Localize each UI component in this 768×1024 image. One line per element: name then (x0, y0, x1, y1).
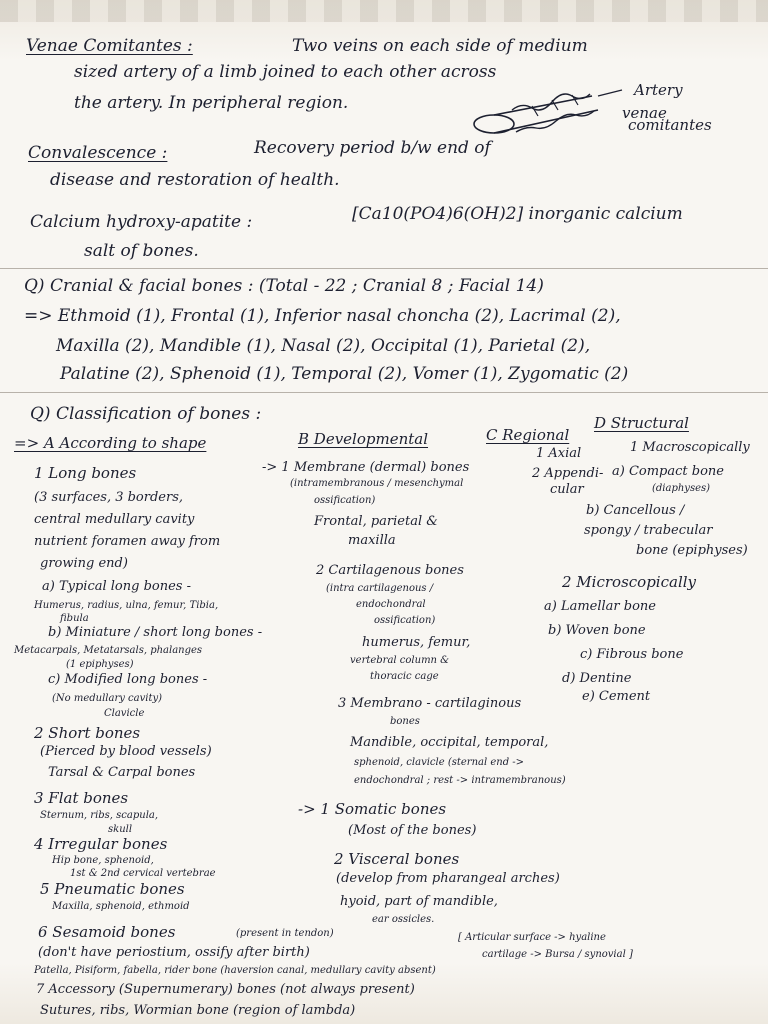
heading-regional: C Regional (486, 426, 570, 444)
page-top-decoration (0, 0, 768, 22)
macroscopically: 1 Macroscopically (630, 440, 750, 455)
cartilagenous-bones-f: thoracic cage (370, 671, 439, 682)
membrane-bones-c: Frontal, parietal & (314, 514, 438, 529)
cranial-facial-line-3: Palatine (2), Sphenoid (1), Temporal (2), Vomer (1), Zygomatic (2) (60, 364, 629, 384)
flat-bones: 3 Flat bones (34, 789, 129, 807)
cranial-facial-line-2: Maxilla (2), Mandible (1), Nasal (2), Occipital (1), Parietal (2), (56, 336, 591, 356)
accessory-bones-a: Sutures, ribs, Wormian bone (region of lambda) (40, 1003, 356, 1018)
clavicle: Clavicle (104, 708, 145, 719)
long-bones-b: central medullary cavity (34, 512, 195, 527)
pneumatic-bones: 5 Pneumatic bones (40, 880, 185, 898)
spongy-trabecular: spongy / trabecular (584, 523, 713, 538)
sesamoid-a: (don't have periostium, ossify after birth) (38, 945, 310, 960)
regional-appendicular: 2 Appendi- (532, 466, 604, 481)
membrane-bones-a: (intramembranous / mesenchymal (290, 478, 464, 489)
cartilagenous-bones-c: ossification) (374, 615, 436, 626)
cranial-facial-question: Q) Cranial & facial bones : (Total - 22 ; Cranial 8 ; Facial 14) (24, 276, 544, 296)
pneumatic-bones-a: Maxilla, sphenoid, ethmoid (52, 901, 190, 912)
diagram-label-artery: Artery (634, 81, 683, 99)
long-bones-a: (3 surfaces, 3 borders, (34, 490, 184, 505)
diagram-label-venae: venae (622, 104, 667, 122)
visceral-bones-b: hyoid, part of mandible, (340, 894, 498, 909)
heading-structural: D Structural (594, 414, 689, 432)
membrano-cartilaginous-c: sphenoid, clavicle (sternal end -> (354, 757, 525, 768)
cartilagenous-bones-d: humerus, femur, (362, 635, 471, 650)
regional-appendicular-cont: cular (550, 482, 584, 497)
accessory-bones: 7 Accessory (Supernumerary) bones (not always present) (36, 982, 415, 997)
cartilagenous-bones-a: (intra cartilagenous / (326, 583, 434, 594)
fibrous-bone: c) Fibrous bone (580, 647, 684, 662)
compact-bone: a) Compact bone (612, 464, 724, 479)
convalescence-line-1: Recovery period b/w end of (254, 138, 491, 158)
short-bones-a: (Pierced by blood vessels) (40, 744, 212, 759)
long-bones: 1 Long bones (34, 464, 137, 482)
microscopically: 2 Microscopically (562, 573, 697, 591)
compact-bone-diaphyses: (diaphyses) (652, 483, 711, 494)
somatic-bones-a: (Most of the bones) (348, 823, 477, 838)
modified-long-bones: c) Modified long bones - (48, 672, 208, 687)
typical-long-bones: a) Typical long bones - (42, 579, 191, 594)
sesamoid-b: Patella, Pisiform, fabella, rider bone (haversion canal, medullary cavity absent) (34, 965, 436, 976)
membrane-bones: -> 1 Membrane (dermal) bones (262, 460, 470, 475)
irregular-bones-a: Hip bone, sphenoid, (52, 855, 154, 866)
short-bones-b: Tarsal & Carpal bones (48, 765, 196, 780)
visceral-bones-c: ear ossicles. (372, 914, 435, 925)
dentine: d) Dentine (562, 671, 632, 686)
articular-surface-b: cartilage -> Bursa / synovial ] (482, 949, 633, 960)
convalescence-term: Convalescence : (28, 143, 168, 163)
cartilagenous-bones-e: vertebral column & (350, 655, 450, 666)
calcium-line-2: salt of bones. (84, 241, 199, 261)
cartilagenous-bones: 2 Cartilagenous bones (316, 563, 464, 578)
visceral-bones: 2 Visceral bones (334, 850, 460, 868)
modified-long-bones-a: (No medullary cavity) (52, 693, 163, 704)
sesamoid-bones: 6 Sesamoid bones (38, 923, 176, 941)
irregular-bones-b: 1st & 2nd cervical vertebrae (70, 868, 216, 879)
bone-epiphyses: bone (epiphyses) (636, 543, 748, 558)
short-bones: 2 Short bones (34, 724, 141, 742)
cement: e) Cement (582, 689, 651, 704)
venae-line-2: sized artery of a limb joined to each other across (74, 62, 497, 82)
skull: skull (108, 824, 133, 835)
long-bones-d: growing end) (40, 556, 128, 571)
venae-line-3: the artery. In peripheral region. (74, 93, 349, 113)
venae-comitantes-diagram (472, 84, 632, 140)
membrano-cartilaginous-a: bones (390, 716, 420, 727)
long-bones-c: nutrient foramen away from (34, 534, 221, 549)
heading-shape: => A According to shape (14, 434, 207, 452)
cartilagenous-bones-b: endochondral (356, 599, 426, 610)
woven-bone: b) Woven bone (548, 623, 646, 638)
miniature-long-bones: b) Miniature / short long bones - (48, 625, 263, 640)
somatic-bones: -> 1 Somatic bones (298, 800, 447, 818)
typical-long-bones-list: Humerus, radius, ulna, femur, Tibia, (34, 600, 219, 611)
visceral-bones-a: (develop from pharangeal arches) (336, 871, 560, 886)
regional-axial: 1 Axial (536, 446, 582, 461)
venae-line-1: Two veins on each side of medium (292, 36, 588, 56)
miniature-long-bones-list: Metacarpals, Metatarsals, phalanges (14, 645, 203, 656)
cancellous-bone: b) Cancellous / (586, 503, 685, 518)
irregular-bones: 4 Irregular bones (34, 835, 168, 853)
miniature-epiphyses: (1 epiphyses) (66, 659, 134, 670)
membrano-cartilaginous-b: Mandible, occipital, temporal, (350, 735, 549, 750)
convalescence-line-2: disease and restoration of health. (50, 170, 340, 190)
ruled-line (0, 392, 768, 393)
heading-developmental: B Developmental (298, 430, 429, 448)
flat-bones-a: Sternum, ribs, scapula, (40, 810, 159, 821)
diagram-label-comitantes: comitantes (628, 116, 712, 134)
membrano-cartilaginous-d: endochondral ; rest -> intramembranous) (354, 775, 566, 786)
membrane-bones-b: ossification) (314, 495, 376, 506)
classification-question: Q) Classification of bones : (30, 404, 262, 424)
venae-term: Venae Comitantes : (26, 36, 193, 56)
calcium-term: Calcium hydroxy-apatite : (30, 212, 253, 232)
membrano-cartilaginous-bones: 3 Membrano - cartilaginous (338, 696, 522, 711)
cranial-facial-line-1: => Ethmoid (1), Frontal (1), Inferior nasal choncha (2), Lacrimal (2), (24, 306, 621, 326)
membrane-bones-d: maxilla (348, 533, 396, 548)
calcium-line-1: [Ca10(PO4)6(OH)2] inorganic calcium (352, 204, 683, 224)
ruled-line (0, 268, 768, 269)
sesamoid-note: (present in tendon) (236, 928, 334, 939)
fibula: fibula (60, 613, 89, 624)
articular-surface-a: [ Articular surface -> hyaline (458, 932, 606, 943)
lamellar-bone: a) Lamellar bone (544, 599, 656, 614)
